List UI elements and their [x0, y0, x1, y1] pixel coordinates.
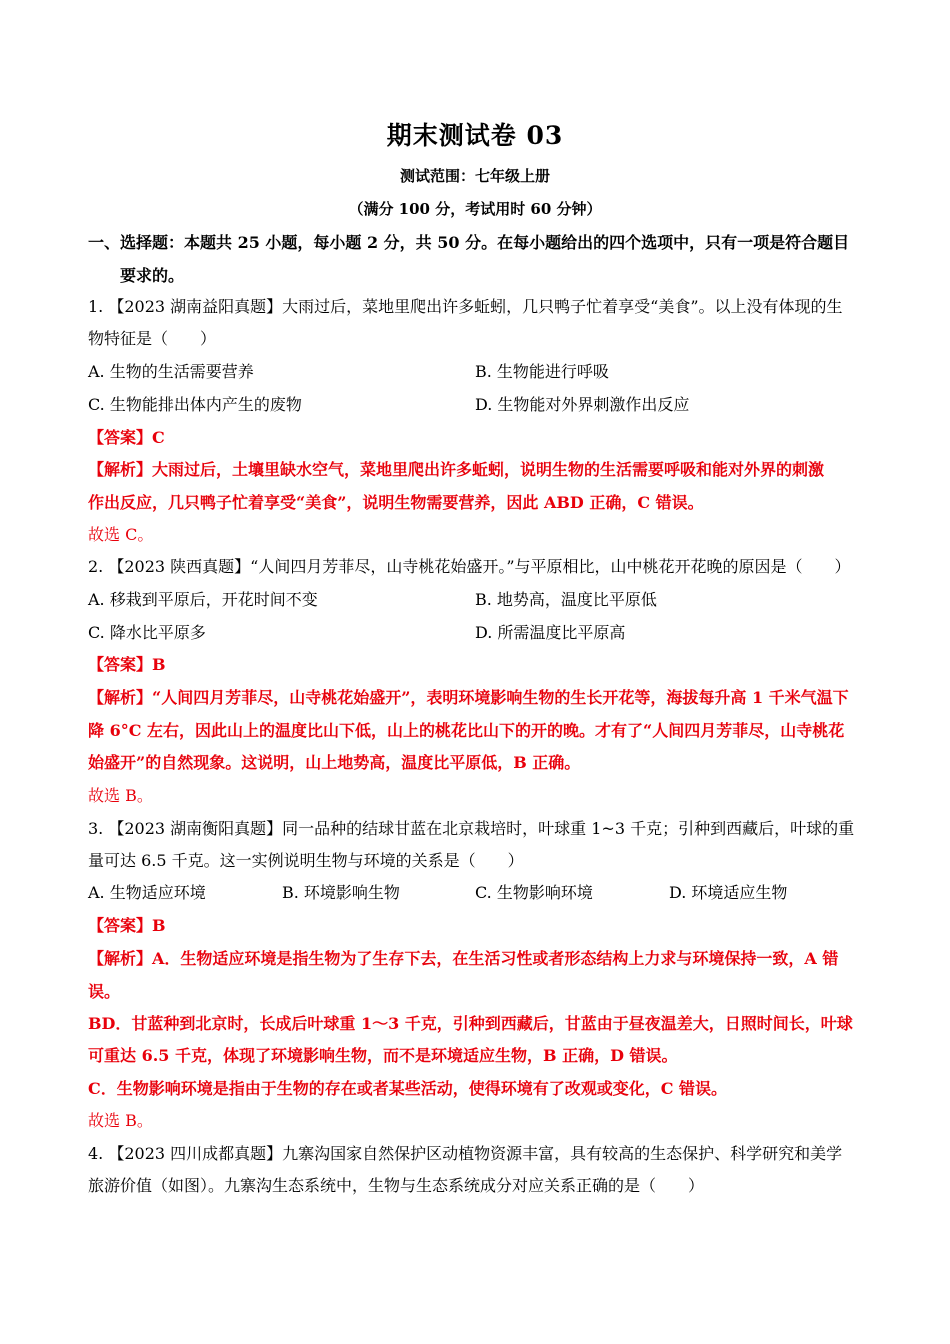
- q3-stem-line1: 3. 【2023 湖南衡阳真题】同一品种的结球甘蓝在北京栽培时，叶球重 1~3 千克；引种到西藏后，叶球的重: [88, 819, 855, 838]
- test-info: （满分 100 分，考试用时 60 分钟）: [348, 200, 602, 218]
- q3-option-d: D. 环境适应生物: [669, 883, 788, 902]
- q3-analysis-line2: 误。: [88, 982, 121, 1001]
- q2-option-d: D. 所需温度比平原高: [475, 623, 626, 642]
- q1-conclusion: 故选 C。: [88, 525, 154, 544]
- q4-stem-line2: 旅游价值（如图）。九寨沟生态系统中，生物与生态系统成分对应关系正确的是（ ）: [88, 1176, 705, 1195]
- q2-analysis-line1: 【解析】“人间四月芳菲尽，山寺桃花始盛开”，表明环境影响生物的生长开花等，海拔每升高 1 千米气温下: [88, 688, 849, 707]
- q3-analysis-line5: C．生物影响环境是指由于生物的存在或者某些活动，使得环境有了改观或变化，C 错误。: [88, 1079, 728, 1098]
- q1-stem-line2: 物特征是（ ）: [88, 329, 217, 348]
- section-heading-line1: 一、选择题：本题共 25 小题，每小题 2 分，共 50 分。在每小题给出的四个选项中，只有一项是符合题目: [88, 233, 850, 252]
- q1-option-d: D. 生物能对外界刺激作出反应: [475, 395, 690, 414]
- section-heading-line2: 要求的。: [120, 266, 185, 285]
- q1-option-c: C. 生物能排出体内产生的废物: [88, 395, 302, 414]
- q3-analysis-line4: 可重达 6.5 千克，体现了环境影响生物，而不是环境适应生物，B 正确，D 错误。: [88, 1046, 678, 1065]
- q3-answer: 【答案】B: [88, 916, 166, 935]
- test-scope: 测试范围：七年级上册: [399, 167, 550, 185]
- q2-option-c: C. 降水比平原多: [88, 623, 206, 642]
- page-title: 期末测试卷 03: [386, 121, 564, 150]
- q4-stem-line1: 4. 【2023 四川成都真题】九寨沟国家自然保护区动植物资源丰富，具有较高的生态保护、科学研究和美学: [88, 1144, 843, 1163]
- q1-option-a: A. 生物的生活需要营养: [88, 362, 254, 381]
- q1-option-b: B. 生物能进行呼吸: [475, 362, 609, 381]
- q2-analysis-line2: 降 6°C 左右，因此山上的温度比山下低，山上的桃花比山下的开的晚。才有了“人间四月芳菲尽，山寺桃花: [88, 721, 845, 740]
- q2-stem-line1: 2. 【2023 陕西真题】“人间四月芳菲尽，山寺桃花始盛开。”与平原相比，山中桃花开花晚的原因是（ ）: [88, 557, 851, 576]
- q1-analysis-line2: 作出反应，几只鸭子忙着享受“美食”，说明生物需要营养，因此 ABD 正确，C 错误。: [88, 493, 704, 512]
- q3-stem-line2: 量可达 6.5 千克。这一实例说明生物与环境的关系是（ ）: [88, 851, 524, 870]
- q1-answer: 【答案】C: [88, 428, 165, 447]
- q1-stem-line1: 1. 【2023 湖南益阳真题】大雨过后，菜地里爬出许多蚯蚓，几只鸭子忙着享受“美食”。以上没有体现的生: [88, 297, 843, 316]
- q2-answer: 【答案】B: [88, 655, 166, 674]
- q3-analysis-line1: 【解析】A．生物适应环境是指生物为了生存下去，在生活习性或者形态结构上力求与环境保持一致，A 错: [88, 949, 839, 968]
- q3-option-a: A. 生物适应环境: [88, 883, 206, 902]
- q2-option-a: A. 移栽到平原后，开花时间不变: [88, 590, 318, 609]
- q3-conclusion: 故选 B。: [88, 1111, 153, 1130]
- q1-analysis-line1: 【解析】大雨过后，土壤里缺水空气，菜地里爬出许多蚯蚓，说明生物的生活需要呼吸和能对外界的刺激: [88, 460, 825, 479]
- section-heading: [88, 226, 878, 292]
- q2-conclusion: 故选 B。: [88, 786, 153, 805]
- q3-analysis-line3: BD．甘蓝种到北京时，长成后叶球重 1～3 千克，引种到西藏后，甘蓝由于昼夜温差大，日照时间长，叶球: [88, 1014, 853, 1033]
- q3-option-b: B. 环境影响生物: [282, 883, 400, 902]
- q2-option-b: B. 地势高，温度比平原低: [475, 590, 657, 609]
- q3-option-c: C. 生物影响环境: [475, 883, 593, 902]
- q2-analysis-line3: 始盛开”的自然现象。这说明，山上地势高，温度比平原低，B 正确。: [88, 753, 581, 772]
